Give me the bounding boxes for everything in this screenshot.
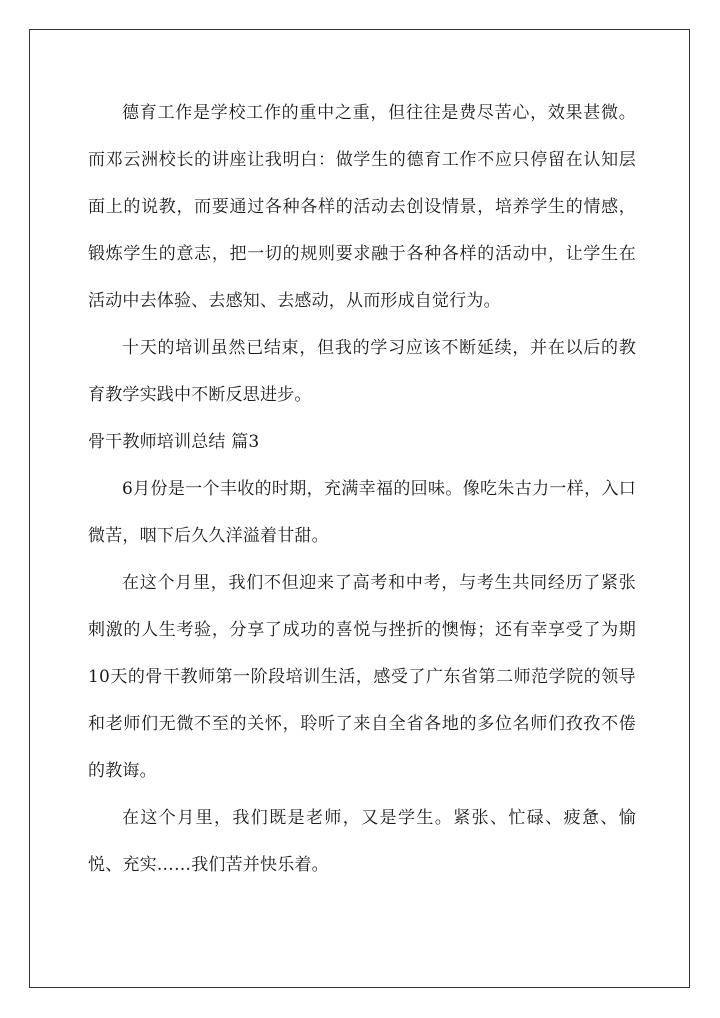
paragraph-this-month-exams: 在这个月里，我们不但迎来了高考和中考，与考生共同经历了紧张刺激的人生考验，分享了成功的喜悦与挫折的懊悔；还有幸享受了为期10天的骨干教师第一阶段培训生活，感受了广东省第二师范学院的领导和老师们无微不至的关怀，聆听了来自全省各地的多位名师们孜孜不倦的教诲。 [88, 573, 636, 781]
paragraph-training-ended: 十天的培训虽然已结束，但我的学习应该不断延续，并在以后的教育教学实践中不断反思进步。 [88, 338, 636, 405]
section-heading: 骨干教师培训总结 篇3 [88, 432, 260, 452]
document-body [88, 90, 636, 889]
paragraph-june-harvest: 6月份是一个丰收的时期，充满幸福的回味。像吃朱古力一样，入口微苦，咽下后久久洋溢着甘甜。 [88, 479, 636, 546]
paragraph-teachers-and-students: 在这个月里，我们既是老师，又是学生。紧张、忙碌、疲惫、愉悦、充实……我们苦并快乐着。 [88, 808, 636, 875]
paragraph-moral-education: 德育工作是学校工作的重中之重，但往往是费尽苦心，效果甚微。而邓云洲校长的讲座让我明白：做学生的德育工作不应只停留在认知层面上的说教，而要通过各种各样的活动去创设情景，培养学生的情感，锻炼学生的意志，把一切的规则要求融于各种各样的活动中，让学生在活动中去体验、去感知、去感动，从而形成自觉行为。 [88, 103, 636, 311]
